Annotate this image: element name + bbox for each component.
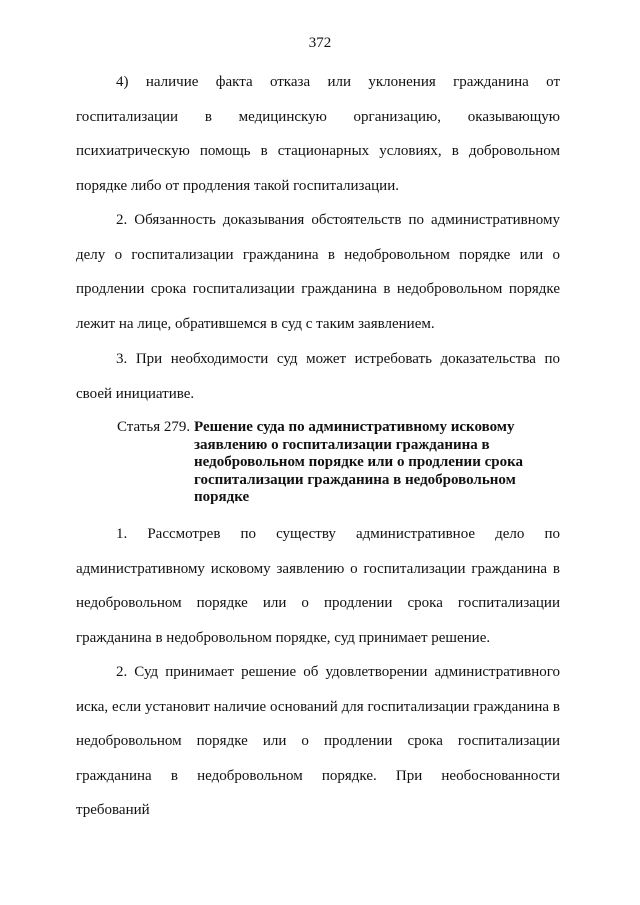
text-line: госпитализации в медицинскую организацию, оказывающую: [76, 108, 560, 125]
text-line: 2. Суд принимает решение об удовлетворении административного: [116, 664, 560, 680]
paragraph-court-evidence: [76, 342, 560, 411]
article-title-line: Решение суда по административному исковому: [194, 419, 515, 435]
text-line: делу о госпитализации гражданина в недобровольном порядке или о: [76, 246, 560, 263]
text-line: 2. Обязанность доказывания обстоятельств по административному: [116, 212, 560, 228]
text-line: 3. При необходимости суд может истребовать доказательства по: [116, 351, 560, 367]
paragraph-hospitalization-refusal: [76, 65, 560, 203]
page-number: 372: [308, 35, 332, 51]
article-title-line: заявлению о госпитализации гражданина в: [194, 436, 490, 453]
text-line: 4) наличие факта отказа или уклонения гражданина от: [116, 74, 560, 90]
text-line: лежит на лице, обратившемся в суд с таким заявлением.: [76, 315, 435, 332]
text-line: своей инициативе.: [76, 385, 195, 402]
paragraph-claim-satisfaction: [76, 655, 560, 828]
text-line: недобровольном порядке или о продлении срока госпитализации: [76, 595, 560, 612]
text-line: 1. Рассмотрев по существу административное дело по: [116, 526, 560, 542]
paragraph-burden-of-proof: [76, 203, 560, 341]
text-line: порядке либо от продления такой госпитализации.: [76, 177, 399, 194]
article-title: [194, 419, 554, 507]
text-line: продлении срока госпитализации гражданина в недобровольном порядке: [76, 281, 560, 298]
text-line: гражданина в недобровольном порядке, суд принимает решение.: [76, 629, 491, 646]
text-line: недобровольном порядке или о продлении срока госпитализации: [76, 733, 560, 750]
article-title-line: госпитализации гражданина в недобровольном: [194, 471, 516, 488]
text-line: гражданина в недобровольном порядке. При необоснованности требований: [76, 767, 560, 819]
article-title-line: недобровольном порядке или о продлении срока: [194, 454, 524, 470]
text-line: административному исковому заявлению о госпитализации гражданина в: [76, 560, 560, 577]
text-line: психиатрическую помощь в стационарных условиях, в добровольном: [76, 143, 560, 160]
article-number: Статья 279.: [117, 419, 191, 435]
paragraph-court-decision: [76, 517, 560, 655]
article-title-line: порядке: [194, 489, 250, 505]
text-line: иска, если установит наличие оснований для госпитализации гражданина в: [76, 698, 560, 715]
